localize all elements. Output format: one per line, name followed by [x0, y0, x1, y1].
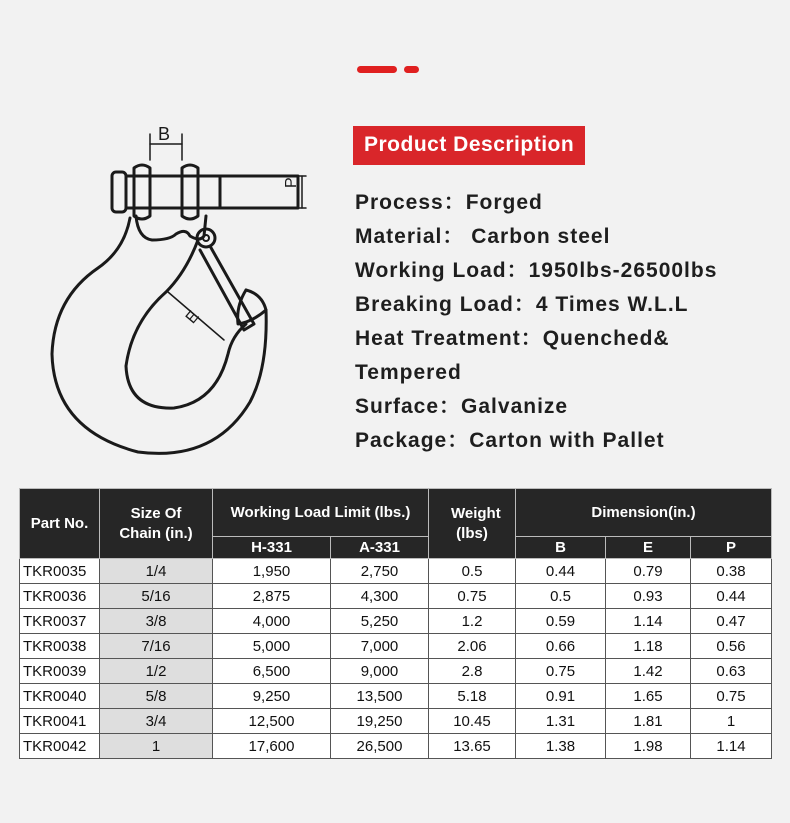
header-dim-e: E: [606, 537, 691, 559]
cell-dim-b: 0.59: [516, 609, 606, 634]
dimension-p-label: P: [283, 177, 300, 188]
cell-h331: 9,250: [213, 684, 331, 709]
accent-bar-long: [357, 66, 397, 73]
cell-dim-p: 0.75: [691, 684, 772, 709]
cell-dim-b: 1.38: [516, 734, 606, 759]
header-wll-text: Working Load Limit (lbs.): [230, 503, 411, 521]
header-chain-size: [100, 489, 213, 559]
spec-package: Package：Carton with Pallet: [355, 429, 665, 452]
spec-heat-treatment-cont: Tempered: [355, 361, 462, 384]
spec-heat-treatment: Heat Treatment：Quenched&: [355, 327, 670, 350]
section-title: Product Description: [353, 126, 585, 165]
cell-dim-e: 1.98: [606, 734, 691, 759]
cell-weight: 1.2: [429, 609, 516, 634]
cell-a331: 9,000: [331, 659, 429, 684]
cell-dim-b: 0.91: [516, 684, 606, 709]
cell-h331: 5,000: [213, 634, 331, 659]
spec-surface: Surface：Galvanize: [355, 395, 569, 418]
header-dim-b: B: [516, 537, 606, 559]
cell-chain-size: 3/8: [100, 609, 213, 634]
dimension-e-label: E: [182, 307, 203, 328]
table-row: [20, 584, 772, 609]
cell-dim-e: 1.65: [606, 684, 691, 709]
cell-chain-size: 1: [100, 734, 213, 759]
cell-dim-e: 0.93: [606, 584, 691, 609]
cell-a331: 7,000: [331, 634, 429, 659]
cell-a331: 4,300: [331, 584, 429, 609]
cell-part-no: TKR0038: [20, 634, 100, 659]
cell-h331: 12,500: [213, 709, 331, 734]
cell-a331: 5,250: [331, 609, 429, 634]
cell-chain-size: 5/8: [100, 684, 213, 709]
spec-material: Material： Carbon steel: [355, 225, 611, 248]
cell-h331: 1,950: [213, 559, 331, 584]
cell-a331: 2,750: [331, 559, 429, 584]
cell-part-no: TKR0040: [20, 684, 100, 709]
cell-weight: 13.65: [429, 734, 516, 759]
cell-chain-size: 1/2: [100, 659, 213, 684]
cell-dim-b: 0.44: [516, 559, 606, 584]
cell-dim-p: 0.63: [691, 659, 772, 684]
cell-dim-p: 1.14: [691, 734, 772, 759]
spec-process: Process：Forged: [355, 191, 543, 214]
cell-part-no: TKR0036: [20, 584, 100, 609]
table-row: [20, 734, 772, 759]
cell-weight: 5.18: [429, 684, 516, 709]
table-row: [20, 684, 772, 709]
cell-dim-p: 1: [691, 709, 772, 734]
cell-dim-e: 0.79: [606, 559, 691, 584]
dimension-b-label: B: [158, 124, 171, 144]
cell-chain-size: 7/16: [100, 634, 213, 659]
cell-dim-e: 1.14: [606, 609, 691, 634]
cell-weight: 0.75: [429, 584, 516, 609]
cell-weight: 2.8: [429, 659, 516, 684]
accent-bar-short: [404, 66, 419, 73]
cell-part-no: TKR0042: [20, 734, 100, 759]
spec-list: [355, 186, 775, 458]
spec-table: [19, 488, 772, 759]
cell-part-no: TKR0039: [20, 659, 100, 684]
cell-dim-b: 0.75: [516, 659, 606, 684]
header-working-load-limit: [213, 489, 429, 537]
header-part-no: Part No.: [20, 489, 100, 559]
cell-dim-p: 0.44: [691, 584, 772, 609]
hook-diagram: [40, 110, 330, 480]
cell-h331: 2,875: [213, 584, 331, 609]
cell-dim-e: 1.18: [606, 634, 691, 659]
cell-part-no: TKR0037: [20, 609, 100, 634]
cell-part-no: TKR0041: [20, 709, 100, 734]
table-row: [20, 659, 772, 684]
cell-dim-p: 0.56: [691, 634, 772, 659]
header-chain-size-text: Size Of Chain (in.): [119, 504, 193, 542]
table-row: [20, 709, 772, 734]
cell-weight: 2.06: [429, 634, 516, 659]
spec-breaking-load: Breaking Load：4 Times W.L.L: [355, 293, 689, 316]
table-row: [20, 609, 772, 634]
header-h331: H-331: [213, 537, 331, 559]
cell-h331: 17,600: [213, 734, 331, 759]
cell-dim-b: 0.5: [516, 584, 606, 609]
cell-weight: 10.45: [429, 709, 516, 734]
cell-dim-b: 0.66: [516, 634, 606, 659]
cell-a331: 26,500: [331, 734, 429, 759]
cell-h331: 4,000: [213, 609, 331, 634]
header-dimension: Dimension(in.): [516, 489, 772, 537]
cell-weight: 0.5: [429, 559, 516, 584]
header-weight-text: Weight (lbs): [451, 504, 501, 542]
table-row: [20, 634, 772, 659]
cell-chain-size: 5/16: [100, 584, 213, 609]
cell-a331: 13,500: [331, 684, 429, 709]
cell-a331: 19,250: [331, 709, 429, 734]
cell-part-no: TKR0035: [20, 559, 100, 584]
header-weight: [429, 489, 516, 559]
cell-h331: 6,500: [213, 659, 331, 684]
cell-dim-e: 1.81: [606, 709, 691, 734]
header-dim-p: P: [691, 537, 772, 559]
cell-dim-p: 0.47: [691, 609, 772, 634]
header-a331: A-331: [331, 537, 429, 559]
spec-working-load: Working Load：1950lbs-26500lbs: [355, 259, 718, 282]
cell-dim-b: 1.31: [516, 709, 606, 734]
cell-dim-p: 0.38: [691, 559, 772, 584]
cell-chain-size: 1/4: [100, 559, 213, 584]
cell-chain-size: 3/4: [100, 709, 213, 734]
table-row: [20, 559, 772, 584]
cell-dim-e: 1.42: [606, 659, 691, 684]
